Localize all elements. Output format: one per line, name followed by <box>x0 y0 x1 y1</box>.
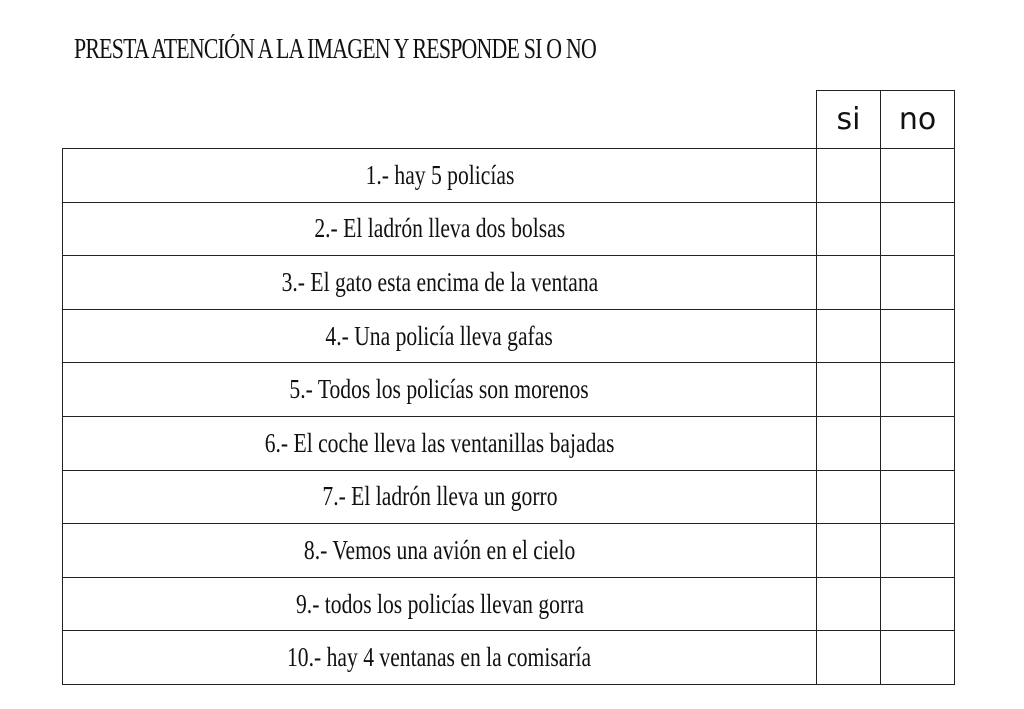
answer-no-cell[interactable] <box>881 631 955 685</box>
table-row <box>63 470 955 524</box>
header-no: no <box>881 91 955 149</box>
question-cell <box>63 202 817 256</box>
question-text: 2.- El ladrón lleva dos bolsas <box>314 213 565 244</box>
table-row <box>63 524 955 578</box>
answer-si-cell[interactable] <box>817 631 881 685</box>
answer-no-cell[interactable] <box>881 524 955 578</box>
table-row <box>63 256 955 310</box>
yes-no-table <box>62 90 955 685</box>
answer-si-cell[interactable] <box>817 416 881 470</box>
question-text: 9.- todos los policías llevan gorra <box>295 588 584 619</box>
question-cell <box>63 363 817 417</box>
question-cell <box>63 631 817 685</box>
answer-si-cell[interactable] <box>817 363 881 417</box>
table-row <box>63 309 955 363</box>
question-text: 8.- Vemos una avión en el cielo <box>303 534 576 565</box>
question-text: 10.- hay 4 ventanas en la comisaría <box>287 642 592 673</box>
answer-no-cell[interactable] <box>881 577 955 631</box>
question-cell <box>63 470 817 524</box>
question-text: 3.- El gato esta encima de la ventana <box>281 266 598 297</box>
question-cell <box>63 309 817 363</box>
answer-no-cell[interactable] <box>881 309 955 363</box>
answer-no-cell[interactable] <box>881 470 955 524</box>
header-blank-cell <box>63 91 817 149</box>
answer-si-cell[interactable] <box>817 149 881 203</box>
answer-no-cell[interactable] <box>881 202 955 256</box>
question-cell <box>63 256 817 310</box>
table-row <box>63 577 955 631</box>
question-text: 6.- El coche lleva las ventanillas bajadas <box>264 427 615 458</box>
table-row <box>63 416 955 470</box>
question-text: 4.- Una policía lleva gafas <box>325 320 554 351</box>
answer-no-cell[interactable] <box>881 149 955 203</box>
answer-no-cell[interactable] <box>881 416 955 470</box>
question-cell <box>63 524 817 578</box>
answer-no-cell[interactable] <box>881 363 955 417</box>
worksheet-title: PRESTA ATENCIÓN A LA IMAGEN Y RESPONDE SI O NO <box>74 34 596 65</box>
answer-si-cell[interactable] <box>817 524 881 578</box>
question-cell <box>63 577 817 631</box>
answer-no-cell[interactable] <box>881 256 955 310</box>
table-row <box>63 202 955 256</box>
question-text: 1.- hay 5 policías <box>365 159 514 190</box>
header-si: si <box>817 91 881 149</box>
table-row <box>63 149 955 203</box>
question-text: 5.- Todos los policías son morenos <box>289 374 590 405</box>
answer-si-cell[interactable] <box>817 202 881 256</box>
answer-si-cell[interactable] <box>817 309 881 363</box>
answer-si-cell[interactable] <box>817 577 881 631</box>
question-cell <box>63 416 817 470</box>
answer-si-cell[interactable] <box>817 256 881 310</box>
answer-si-cell[interactable] <box>817 470 881 524</box>
question-cell <box>63 149 817 203</box>
header-row <box>63 91 955 149</box>
table-row <box>63 363 955 417</box>
table-row <box>63 631 955 685</box>
question-text: 7.- El ladrón lleva un gorro <box>321 481 558 512</box>
